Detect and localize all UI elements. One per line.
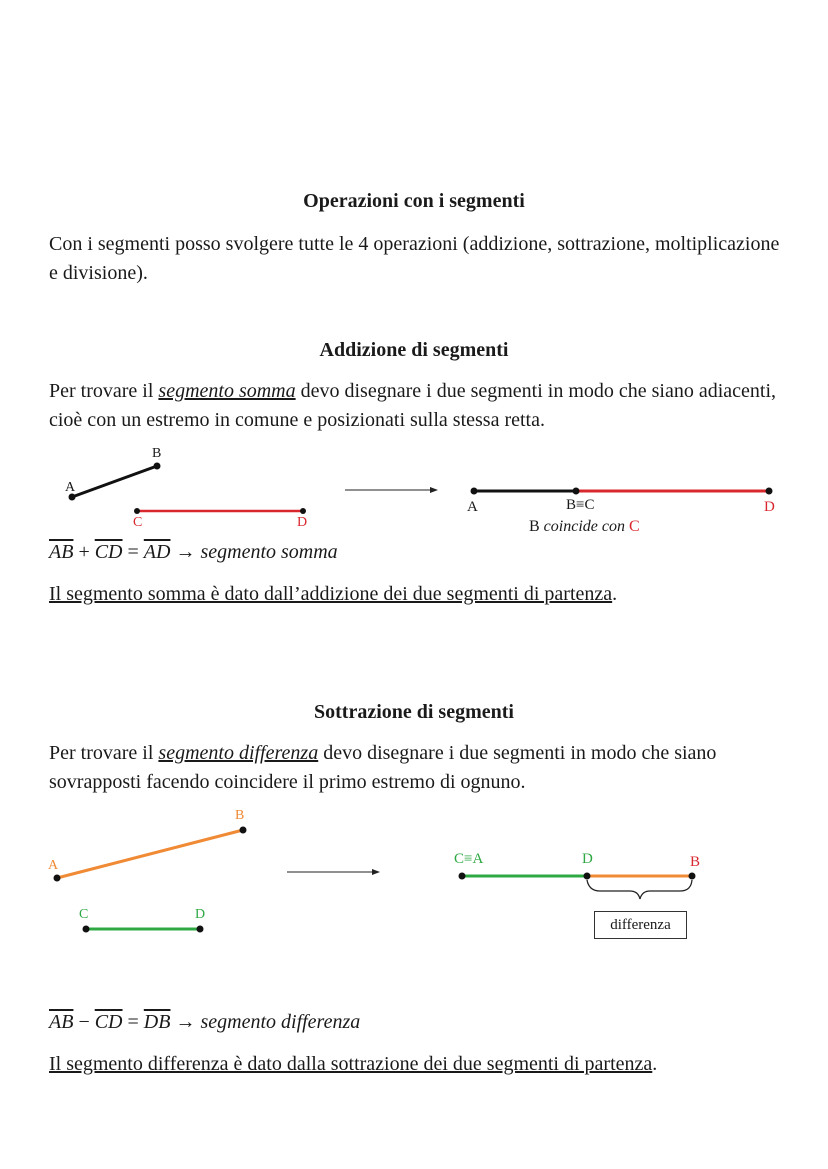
point-a-result [471, 488, 478, 495]
subtraction-para-text: Per trovare il [49, 742, 159, 764]
formula-minus: − [73, 1011, 95, 1033]
caption-mid: coincide con [539, 518, 629, 535]
addition-conclusion-end: . [612, 583, 618, 605]
formula-cd-sub: $\overline{CD}$ [94, 1011, 123, 1033]
point-d-result-sub [584, 873, 591, 880]
addition-heading: Addizione di segmenti [319, 339, 509, 361]
point-d-sub [197, 926, 204, 933]
subtraction-conclusion-text: Il segmento differenza è dato dalla sottrazione dei due segmenti di partenza [49, 1053, 653, 1075]
subtraction-conclusion [49, 1050, 789, 1079]
formula-equals: = [122, 541, 144, 563]
subtraction-heading: Sottrazione di segmenti [314, 701, 514, 723]
label-d-result: D [764, 499, 775, 515]
formula-arrow-sub: → [170, 1011, 201, 1033]
label-b-result-sub: B [690, 854, 701, 870]
arrow-head [430, 487, 438, 493]
label-bc-result: B≡C [566, 497, 595, 513]
point-bc-result [573, 488, 580, 495]
point-d [300, 508, 306, 514]
label-b-sub: B [235, 808, 245, 823]
label-a-result: A [467, 499, 478, 515]
addition-term: segmento somma [158, 380, 296, 402]
label-d-result-sub: D [582, 851, 593, 867]
formula-result-sub: segmento differenza [200, 1011, 361, 1033]
formula-equals-sub: = [122, 1011, 144, 1033]
addition-formula [49, 541, 338, 564]
point-d-result [766, 488, 773, 495]
point-b [154, 463, 161, 470]
label-ca-result: C≡A [454, 851, 484, 867]
subtraction-para-text-rest: devo disegnare i due segmenti in modo che siano sovrapposti facendo coincidere il primo estremo di ognuno. [49, 742, 717, 793]
point-b-sub [240, 827, 247, 834]
formula-arrow: → [170, 541, 201, 563]
subtraction-conclusion-end: . [652, 1053, 658, 1075]
difference-box: differenza [594, 911, 687, 939]
caption-c: C [628, 518, 640, 535]
subtraction-term: segmento differenza [158, 742, 319, 764]
label-c: C [133, 515, 143, 530]
addition-para-text-rest: devo disegnare i due segmenti in modo che siano adiacenti, cioè con un estremo in comune e posizionati sulla stessa retta. [49, 380, 777, 431]
point-c-sub [83, 926, 90, 933]
formula-db: $\overline{DB}$ [143, 1011, 171, 1033]
formula-cd: $\overline{CD}$ [94, 541, 123, 563]
subtraction-formula [49, 1011, 360, 1034]
formula-plus: + [73, 541, 95, 563]
addition-para-text: Per trovare il [49, 380, 159, 402]
label-a-sub: A [48, 858, 59, 873]
addition-conclusion-text: Il segmento somma è dato dall’addizione dei due segmenti di partenza [49, 583, 613, 605]
intro-paragraph: Con i segmenti posso svolgere tutte le 4 operazioni (addizione, sottrazione, moltiplicazione e divisione). [49, 233, 780, 284]
label-d-sub: D [195, 907, 206, 922]
point-c [134, 508, 140, 514]
label-a: A [65, 480, 76, 495]
page-title: Operazioni con i segmenti [303, 190, 525, 212]
arrow-head-sub [372, 869, 380, 875]
caption-b: B [529, 518, 540, 535]
difference-brace [587, 880, 692, 899]
point-a-sub [54, 875, 61, 882]
segment-ab-orange [57, 830, 243, 878]
coincide-caption [529, 518, 640, 536]
segment-ab [72, 466, 157, 497]
addition-conclusion [49, 580, 789, 609]
point-ca-result [459, 873, 466, 880]
formula-ad: $\overline{AD}$ [143, 541, 171, 563]
subtraction-paragraph [49, 739, 789, 797]
label-b: B [152, 446, 162, 461]
formula-result: segmento somma [200, 541, 338, 563]
formula-ab-sub: $\overline{AB}$ [49, 1011, 74, 1033]
label-c-sub: C [79, 907, 89, 922]
label-d: D [297, 515, 308, 530]
formula-ab: $\overline{AB}$ [49, 541, 74, 563]
point-b-result-sub [689, 873, 696, 880]
